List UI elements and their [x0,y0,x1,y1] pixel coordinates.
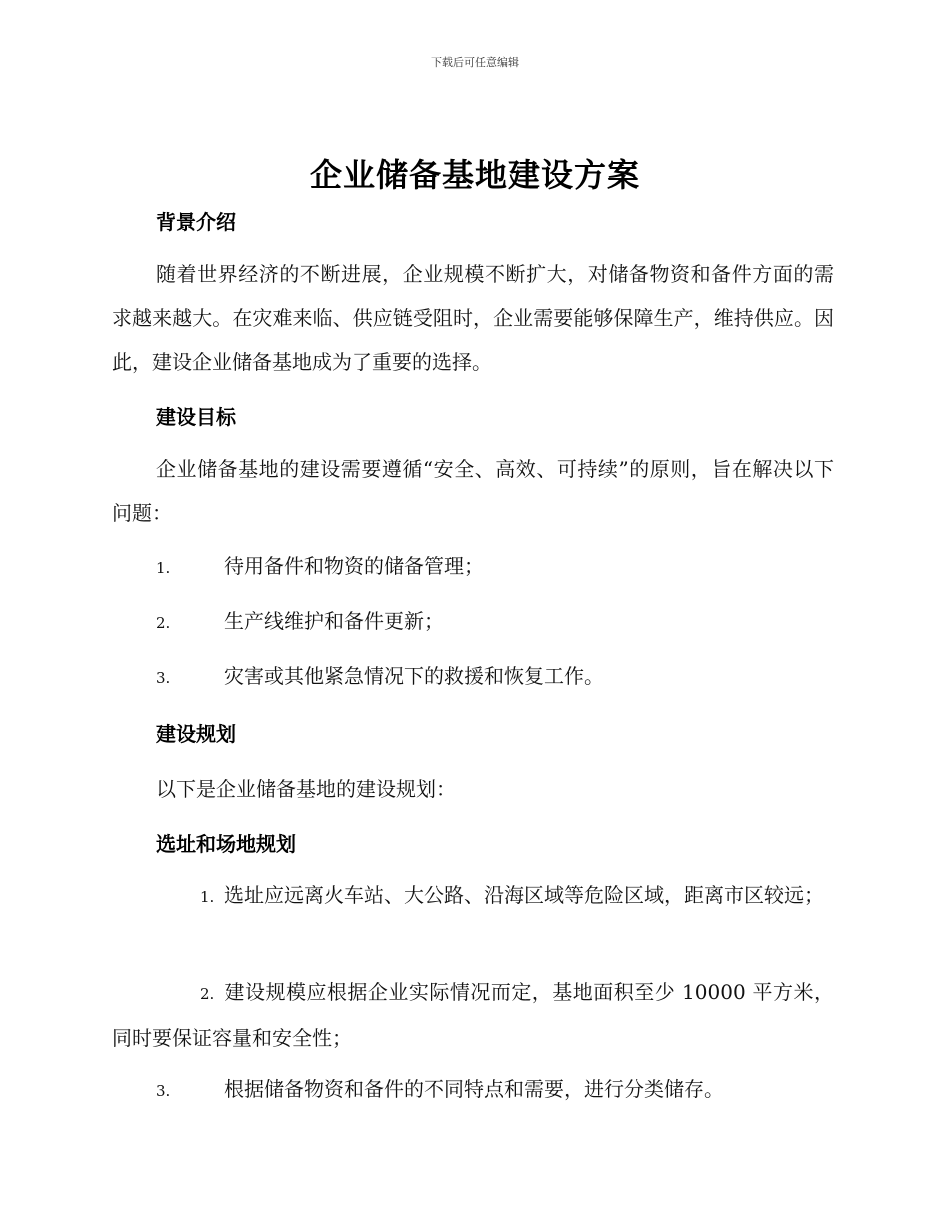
list-item-number: 1. [156,559,171,577]
list-item [112,970,834,1060]
list-item-number: 3. [156,1082,171,1100]
list-item-text: 建设规模应根据企业实际情况而定，基地面积至少 10000 平方米，同时要保证容量和安全性； [112,980,834,1050]
page-header-note: 下载后可任意编辑 [431,56,519,69]
list-item-text: 待用备件和物资的储备管理； [224,554,484,578]
list-item-text: 生产线维护和备件更新； [224,609,444,633]
paragraph-planning-intro: 以下是企业储备基地的建设规划： [156,777,456,801]
heading-background: 背景介绍 [156,210,236,234]
list-item-number: 1. [200,888,215,906]
heading-goals: 建设目标 [156,405,236,429]
paragraph-background: 随着世界经济的不断进展，企业规模不断扩大，对储备物资和备件方面的需求越来越大。在灾难来临、供应链受阻时，企业需要能够保障生产，维持供应。因此，建设企业储备基地成为了重要的选择。 [112,262,834,374]
list-item [112,873,834,919]
list-item-text: 选址应远离火车站、大公路、沿海区域等危险区域，距离市区较远； [224,883,824,907]
list-item-text: 根据储备物资和备件的不同特点和需要，进行分类储存。 [224,1077,724,1101]
list-item-text: 灾害或其他紧急情况下的救援和恢复工作。 [224,664,604,688]
heading-site-planning: 选址和场地规划 [156,832,296,856]
document-title: 企业储备基地建设方案 [309,156,640,194]
paragraph-goals: 企业储备基地的建设需要遵循“安全、高效、可持续”的原则，旨在解决以下问题： [112,457,834,525]
list-item [112,1067,834,1113]
list-item-number: 2. [156,614,171,632]
list-item-number: 2. [200,985,215,1003]
list-item [112,654,834,700]
list-item-number: 3. [156,669,171,687]
list-item [112,599,834,645]
heading-planning: 建设规划 [156,722,236,746]
list-item [112,544,834,590]
